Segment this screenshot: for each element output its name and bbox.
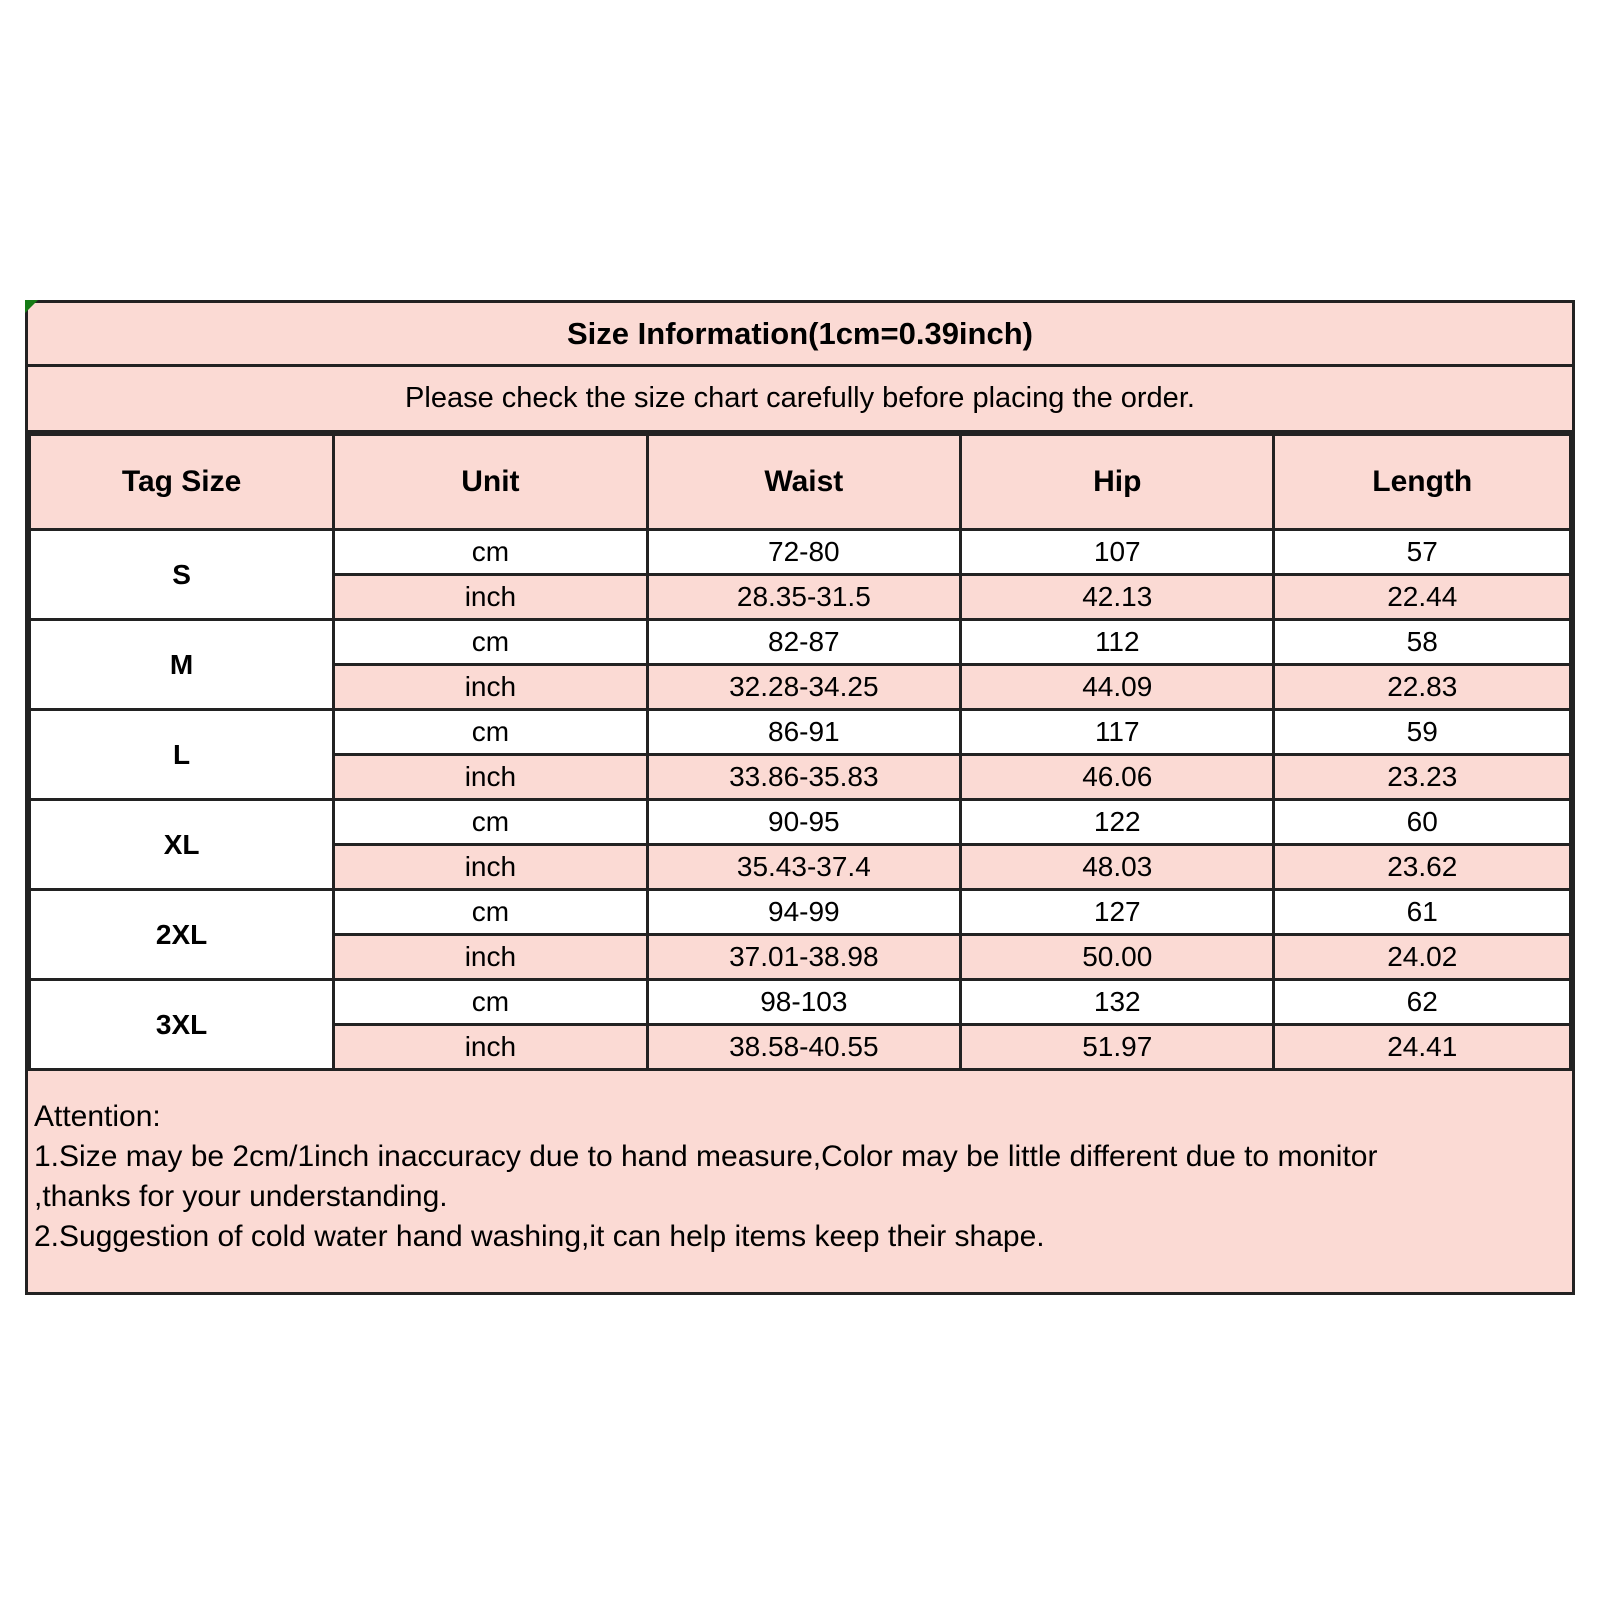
column-header-hip: Hip: [961, 435, 1274, 530]
waist-value-inch: 33.86-35.83: [647, 755, 960, 800]
unit-cell: inch: [334, 665, 647, 710]
column-header-length: Length: [1274, 435, 1571, 530]
hip-value-inch: 44.09: [961, 665, 1274, 710]
size-label-cell: 3XL: [30, 980, 334, 1070]
hip-value-inch: 46.06: [961, 755, 1274, 800]
unit-cell: cm: [334, 620, 647, 665]
size-table-header-row: [30, 435, 1571, 530]
size-row-cm: [30, 530, 1571, 575]
hip-value-inch: 48.03: [961, 845, 1274, 890]
length-value-inch: 24.02: [1274, 935, 1571, 980]
column-header-tag-size: Tag Size: [30, 435, 334, 530]
size-table: [28, 433, 1572, 1071]
hip-value-inch: 50.00: [961, 935, 1274, 980]
attention-line-3: 2.Suggestion of cold water hand washing,it can help items keep their shape.: [34, 1220, 1045, 1253]
unit-cell: inch: [334, 1025, 647, 1070]
length-value-cm: 62: [1274, 980, 1571, 1025]
size-label-cell: XL: [30, 800, 334, 890]
attention-section: [28, 1071, 1572, 1292]
unit-cell: cm: [334, 980, 647, 1025]
size-chart-title: Size Information(1cm=0.39inch): [28, 303, 1572, 367]
length-value-inch: 22.44: [1274, 575, 1571, 620]
size-row-cm: [30, 620, 1571, 665]
unit-cell: inch: [334, 935, 647, 980]
size-row-cm: [30, 710, 1571, 755]
length-value-inch: 24.41: [1274, 1025, 1571, 1070]
size-chart-panel: [25, 300, 1575, 1295]
waist-value-cm: 90-95: [647, 800, 960, 845]
hip-value-cm: 117: [961, 710, 1274, 755]
unit-cell: inch: [334, 575, 647, 620]
attention-heading: Attention:: [34, 1100, 161, 1133]
size-row-cm: [30, 980, 1571, 1025]
size-row-cm: [30, 890, 1571, 935]
attention-line-2: ,thanks for your understanding.: [34, 1180, 448, 1213]
size-label-cell: L: [30, 710, 334, 800]
unit-cell: cm: [334, 890, 647, 935]
waist-value-inch: 38.58-40.55: [647, 1025, 960, 1070]
unit-cell: inch: [334, 755, 647, 800]
size-label-cell: M: [30, 620, 334, 710]
hip-value-cm: 127: [961, 890, 1274, 935]
size-table-body: [30, 530, 1571, 1070]
hip-value-inch: 42.13: [961, 575, 1274, 620]
hip-value-inch: 51.97: [961, 1025, 1274, 1070]
size-chart-subtitle: Please check the size chart carefully before placing the order.: [28, 367, 1572, 433]
length-value-cm: 61: [1274, 890, 1571, 935]
waist-value-inch: 32.28-34.25: [647, 665, 960, 710]
length-value-inch: 23.23: [1274, 755, 1571, 800]
hip-value-cm: 107: [961, 530, 1274, 575]
waist-value-cm: 94-99: [647, 890, 960, 935]
waist-value-inch: 28.35-31.5: [647, 575, 960, 620]
length-value-cm: 58: [1274, 620, 1571, 665]
hip-value-cm: 112: [961, 620, 1274, 665]
size-label-cell: S: [30, 530, 334, 620]
waist-value-cm: 98-103: [647, 980, 960, 1025]
length-value-cm: 59: [1274, 710, 1571, 755]
unit-cell: inch: [334, 845, 647, 890]
length-value-cm: 60: [1274, 800, 1571, 845]
hip-value-cm: 122: [961, 800, 1274, 845]
size-row-cm: [30, 800, 1571, 845]
waist-value-cm: 72-80: [647, 530, 960, 575]
attention-line-1: 1.Size may be 2cm/1inch inaccuracy due to hand measure,Color may be little different due to monitor: [34, 1140, 1378, 1173]
unit-cell: cm: [334, 530, 647, 575]
hip-value-cm: 132: [961, 980, 1274, 1025]
waist-value-cm: 86-91: [647, 710, 960, 755]
waist-value-inch: 35.43-37.4: [647, 845, 960, 890]
unit-cell: cm: [334, 710, 647, 755]
column-header-unit: Unit: [334, 435, 647, 530]
length-value-cm: 57: [1274, 530, 1571, 575]
waist-value-inch: 37.01-38.98: [647, 935, 960, 980]
size-label-cell: 2XL: [30, 890, 334, 980]
unit-cell: cm: [334, 800, 647, 845]
length-value-inch: 23.62: [1274, 845, 1571, 890]
corner-marker-icon: [25, 300, 38, 313]
waist-value-cm: 82-87: [647, 620, 960, 665]
column-header-waist: Waist: [647, 435, 960, 530]
length-value-inch: 22.83: [1274, 665, 1571, 710]
